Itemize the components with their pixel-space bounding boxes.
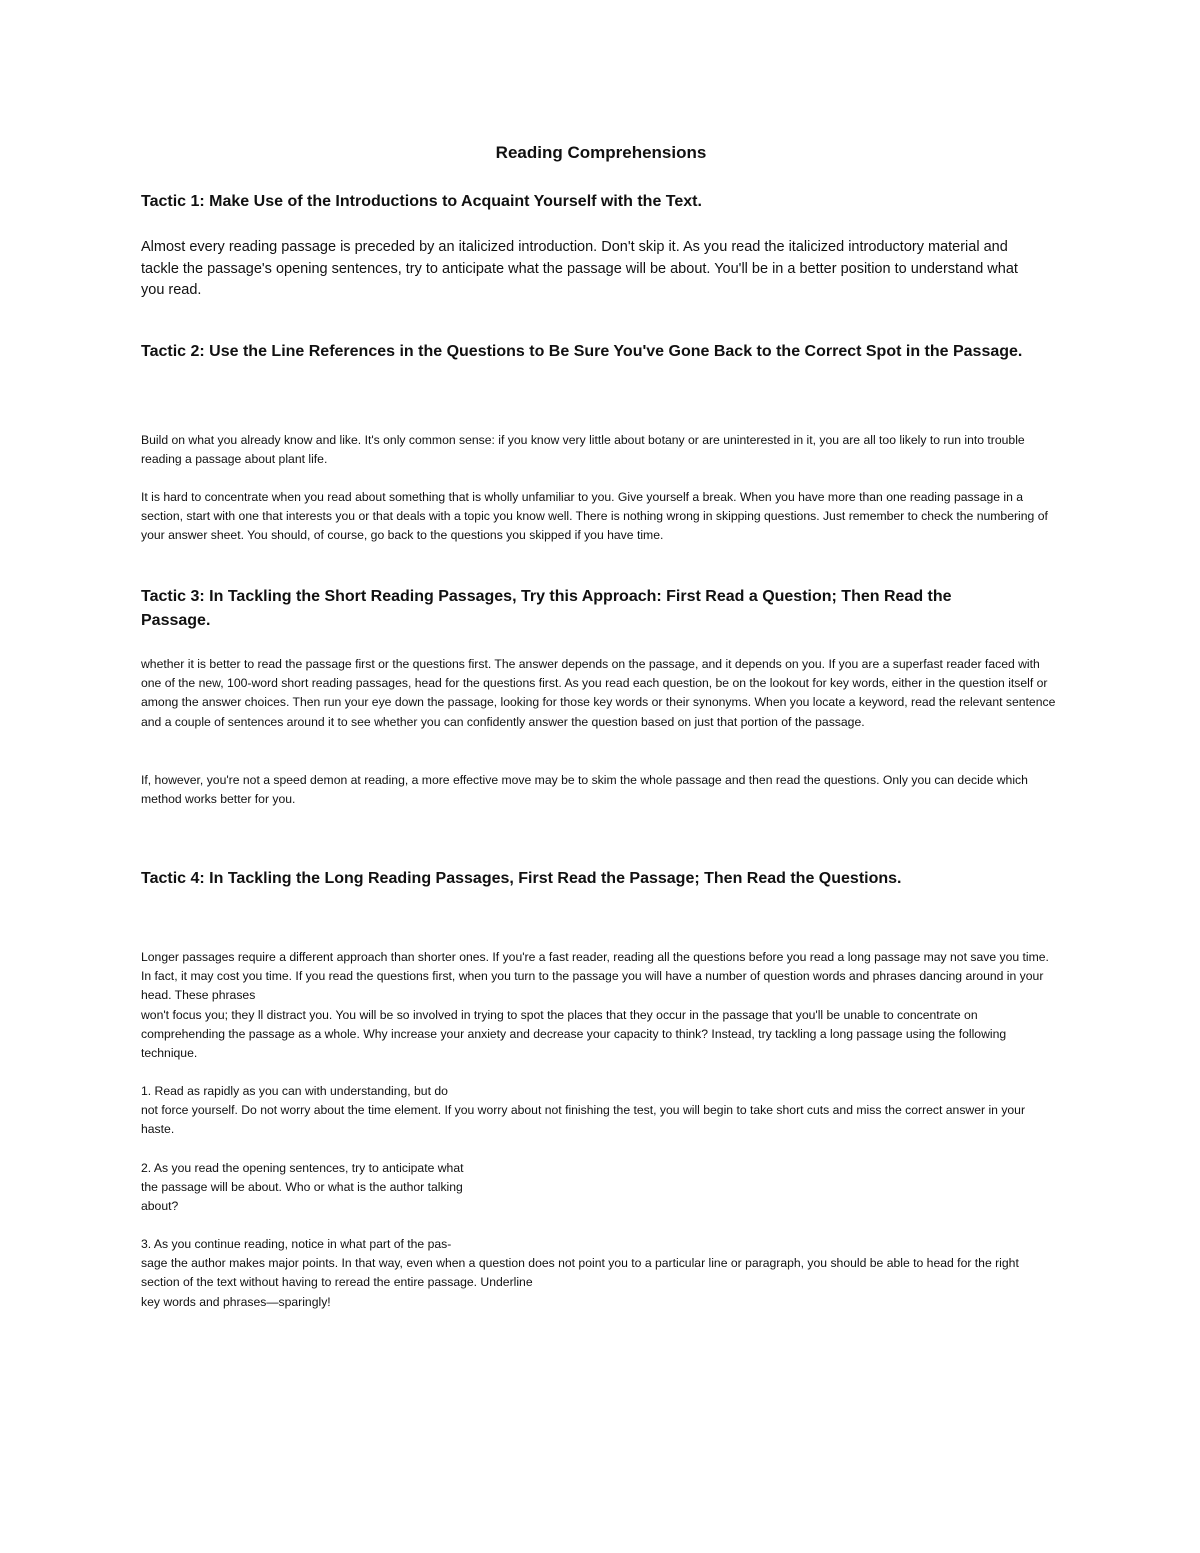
tactic-1-paragraph: Almost every reading passage is preceded by an italicized introduction. Don't skip it. As you read the italicized introductory material and tackle the passage's opening sentences, try to anticipate what the passage will be about. You'll be in a better position to understand what you read. — [141, 239, 1018, 298]
tactic-4-step-3 — [141, 1235, 1056, 1312]
tactic-4-paragraph — [141, 948, 1056, 1063]
tactic-4-paragraph-part-2: won't focus you; they ll distract you. You will be so involved in trying to spot the places that they occur in the passage that you'll be unable to concentrate on comprehending the passage as a whole. Why increase your anxiety and decrease your capacity to think? Instead, try tackling a long passage using the following technique. — [141, 1007, 1007, 1061]
step-2-line-1: 2. As you read the opening sentences, try to anticipate what — [141, 1161, 464, 1175]
tactic-1-heading: Tactic 1: Make Use of the Introductions to Acquaint Yourself with the Text. — [141, 193, 702, 210]
step-1-line-1: 1. Read as rapidly as you can with understanding, but do — [141, 1084, 448, 1098]
step-3-line-3: key words and phrases—sparingly! — [141, 1294, 331, 1309]
tactic-2-paragraph-1: Build on what you already know and like. It's only common sense: if you know very little about botany or are uninterested in it, you are all too likely to run into trouble reading a passage about plant life. — [141, 433, 1025, 467]
step-2-line-2: the passage will be about. Who or what is the author talking — [141, 1180, 463, 1195]
tactic-2-paragraph-2: It is hard to concentrate when you read about something that is wholly unfamiliar to you. Give yourself a break. When you have more than one reading passage in a section, start with one that interests you or that deals with a topic you know well. There is nothing wrong in skipping questions. Just remember to check the numbering of your answer sheet. You should, of course, go back to the questions you skipped if you have time. — [141, 490, 1048, 543]
tactic-4-step-1 — [141, 1082, 1056, 1140]
tactic-3-paragraph-1: whether it is better to read the passage first or the questions first. The answer depends on the passage, and it depends on you. If you are a superfast reader faced with one of the new, 100-word short reading passages, head for the questions first. As you read each question, be on the lookout for key words, either in the question itself or among the answer choices. Then run your eye down the passage, looking for those key words or their synonyms. When you locate a keyword, read the relevant sentence and a couple of sentences around it to see whether you can confidently answer the question based on just that portion of the passage. — [141, 657, 1056, 729]
tactic-3-paragraph-2: If, however, you're not a speed demon at reading, a more effective move may be to skim the whole passage and then read the questions. Only you can decide which method works better for you. — [141, 773, 1028, 807]
tactic-4-paragraph-part-1: Longer passages require a different approach than shorter ones. If you're a fast reader, reading all the questions before you read a long passage may not save you time. In fact, it may cost you time. If you read the questions first, when you turn to the passage you will have a number of question words and phrases dancing around in your head. These phrases — [141, 950, 1049, 1003]
step-3-line-2: sage the author makes major points. In that way, even when a question does not point you to a particular line or paragraph, you should be able to head for the right section of the text without having to reread the entire passage. Underline — [141, 1256, 1019, 1290]
step-3-line-1: 3. As you continue reading, notice in what part of the pas- — [141, 1237, 452, 1251]
step-2-line-3: about? — [141, 1199, 179, 1214]
tactic-3-heading: Tactic 3: In Tackling the Short Reading Passages, Try this Approach: First Read a Question; Then Read the Passage. — [141, 588, 952, 629]
page-title: Reading Comprehensions — [495, 143, 707, 162]
tactic-4-step-2 — [141, 1159, 1056, 1217]
tactic-2-heading: Tactic 2: Use the Line References in the Questions to Be Sure You've Gone Back to the Correct Spot in the Passage. — [141, 343, 1023, 360]
step-1-line-2: not force yourself. Do not worry about the time element. If you worry about not finishing the test, you will begin to take short cuts and miss the correct answer in your haste. — [141, 1103, 1026, 1137]
tactic-4-heading: Tactic 4: In Tackling the Long Reading Passages, First Read the Passage; Then Read the Questions. — [141, 870, 902, 887]
